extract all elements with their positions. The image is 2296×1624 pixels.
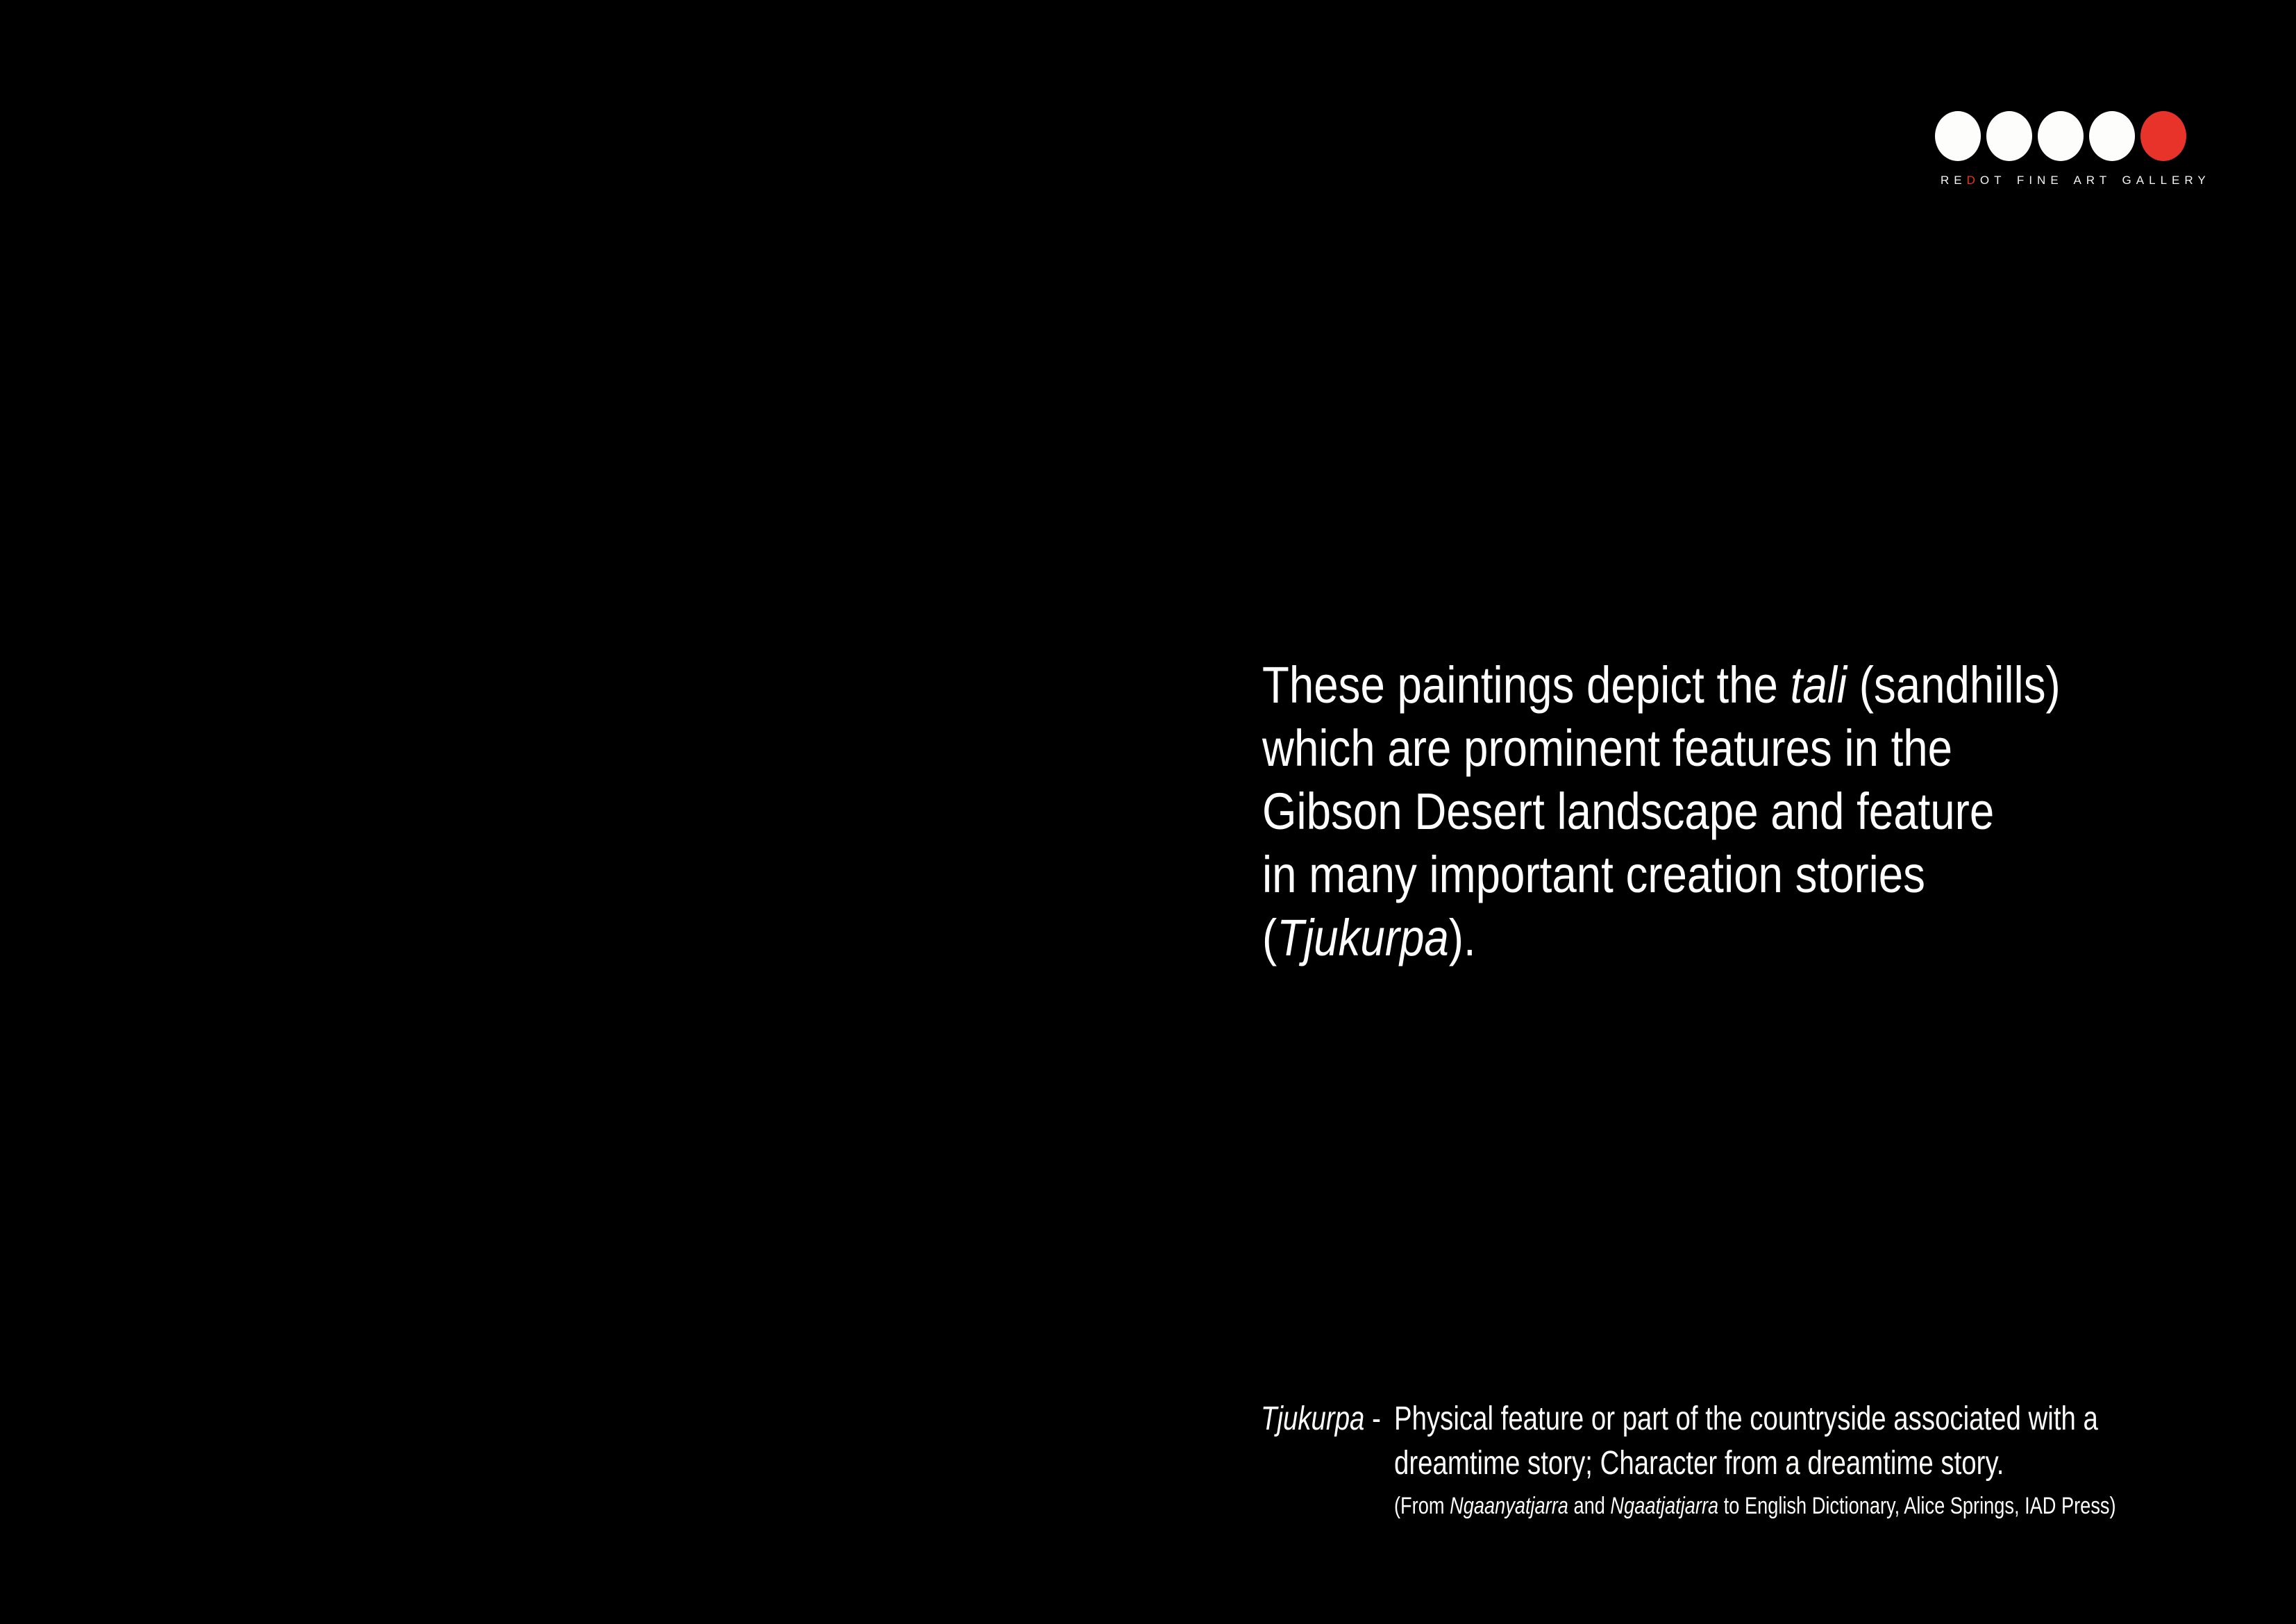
footnote-source: [1394, 1491, 2116, 1521]
footnote-source-text: and: [1568, 1493, 1611, 1519]
logo-wordmark: [1941, 174, 2211, 187]
wordmark-accent-letter: D: [1966, 174, 1980, 187]
paragraph-text: which are prominent features in the: [1262, 719, 1953, 777]
footnote-term: [1261, 1397, 1394, 1441]
footnote-definition-line2: [1394, 1441, 2116, 1486]
paragraph-line: [1262, 653, 2061, 717]
paragraph-line: [1262, 843, 2061, 906]
footnote-term-word: Tjukurpa: [1261, 1400, 1365, 1437]
footnote-separator: -: [1372, 1400, 1381, 1437]
footnote-definition-text: dreamtime story; Character from a dreamtime story.: [1394, 1445, 2004, 1482]
main-paragraph: [1262, 653, 2061, 969]
logo-dot-icon: [1986, 111, 2032, 161]
logo-dot-icon: [1935, 111, 1981, 161]
paragraph-text: (: [1262, 909, 1277, 966]
paragraph-line: [1262, 780, 2061, 843]
logo-red-dot-icon: [2140, 111, 2186, 161]
footnote-source-text: to English Dictionary, Alice Springs, IAD Press): [1718, 1493, 2116, 1519]
footnote: [1261, 1397, 2116, 1521]
paragraph-text-italic: tali: [1790, 656, 1847, 714]
paragraph-text: in many important creation stories: [1262, 846, 1926, 903]
paragraph-line: [1262, 906, 2061, 969]
paragraph-text: Gibson Desert landscape and feature: [1262, 782, 1995, 840]
paragraph-text-italic: Tjukurpa: [1277, 909, 1449, 966]
footnote-source-language: Ngaatjatjarra: [1610, 1493, 1719, 1519]
gallery-logo: [1935, 111, 2211, 187]
paragraph-line: [1262, 717, 2061, 780]
footnote-definition-line1: [1261, 1397, 2116, 1441]
paragraph-text: (sandhills): [1847, 656, 2061, 714]
footnote-source-text: (From: [1394, 1493, 1450, 1519]
logo-dots-row: [1935, 111, 2186, 161]
logo-dot-icon: [2089, 111, 2135, 161]
footnote-definition-text: Physical feature or part of the countryside associated with a: [1394, 1400, 2098, 1437]
paragraph-text: These paintings depict the: [1262, 656, 1791, 714]
footnote-source-language: Ngaanyatjarra: [1450, 1493, 1568, 1519]
wordmark-post: OT FINE ART GALLERY: [1979, 174, 2211, 187]
wordmark-pre: RE: [1941, 174, 1967, 187]
logo-dot-icon: [2038, 111, 2084, 161]
paragraph-text: ).: [1448, 909, 1476, 966]
